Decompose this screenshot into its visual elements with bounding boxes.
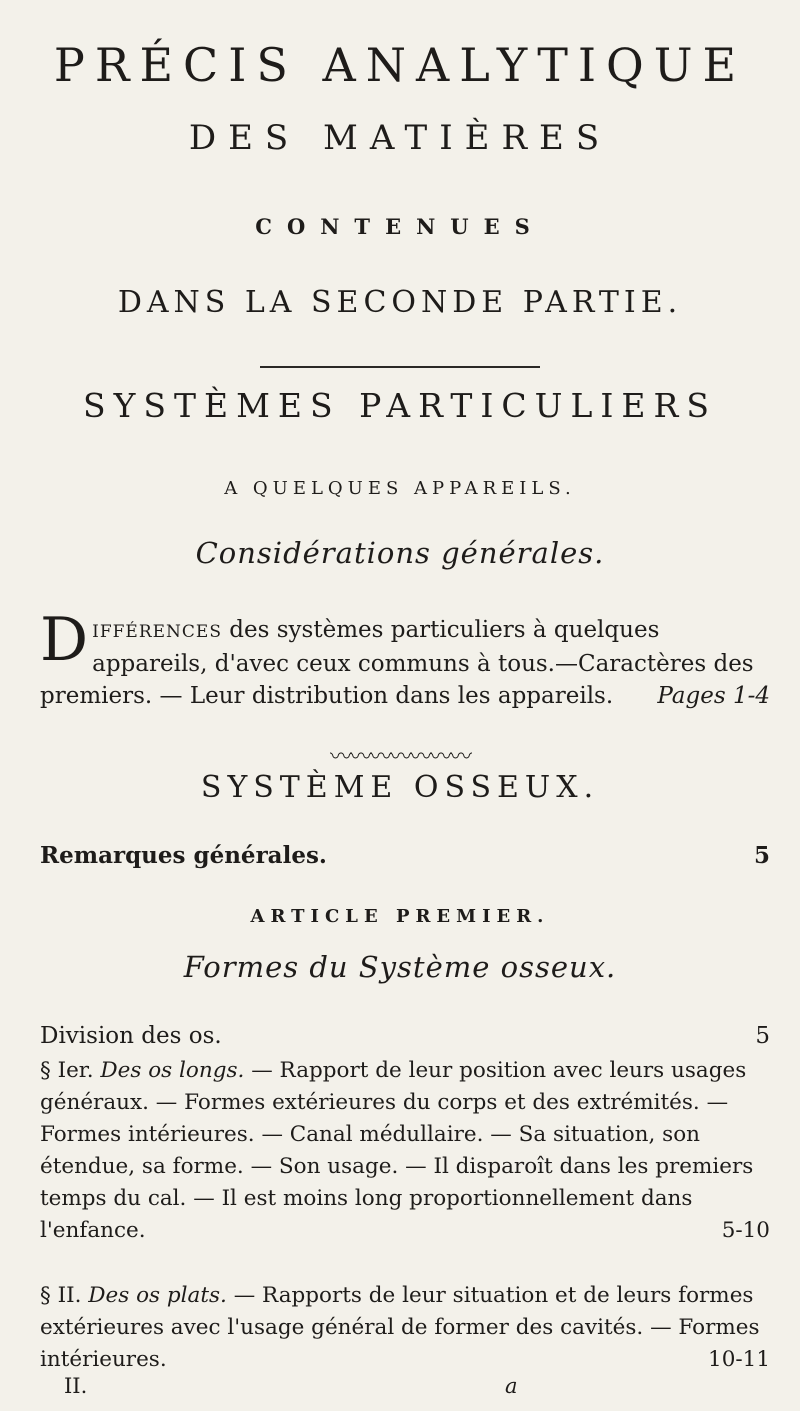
footer-volume: II.	[64, 1374, 88, 1398]
section-os-longs	[40, 1055, 770, 1247]
division-row	[40, 1023, 770, 1049]
title-line-3: CONTENUES	[255, 214, 545, 239]
title-line-1: PRÉCIS ANALYTIQUE	[53, 38, 747, 92]
intro-smallcaps: IFFÉRENCES	[92, 622, 222, 642]
section1-mark: § Ier.	[40, 1058, 94, 1083]
title-line-4: DANS LA SECONDE PARTIE.	[117, 285, 683, 320]
section1-title: Des os longs.	[100, 1058, 245, 1083]
footer-signature: a	[505, 1374, 518, 1398]
divider-rule	[260, 366, 540, 368]
intro-text: des systèmes particuliers à quelques appareils, d'avec ceux communs à tous.—Caractères des premiers. — Leur distribution dans les appareils.	[40, 617, 754, 709]
intro-paragraph	[40, 605, 770, 712]
section-title: Considérations générales.	[195, 536, 605, 570]
article-heading: ARTICLE PREMIER.	[250, 906, 550, 927]
intro-page-ref: Pages 1-4	[657, 683, 770, 709]
division-label: Division des os.	[40, 1023, 222, 1049]
osseux-heading: SYSTÈME OSSEUX.	[200, 770, 600, 805]
drop-cap: D	[40, 605, 89, 675]
division-page: 5	[755, 1023, 770, 1049]
remarks-row	[40, 842, 770, 869]
section2-pages: 10-11	[708, 1347, 770, 1372]
section2-text: — Rapports de leur situation et de leurs formes extérieures avec l'usage général de former des cavités. — Formes intérieures.	[40, 1283, 760, 1372]
part-subheading: A QUELQUES APPAREILS.	[224, 478, 576, 499]
section1-pages: 5-10	[721, 1218, 770, 1243]
remarks-label: Remarques générales.	[40, 842, 327, 869]
section1-text: — Rapport de leur position avec leurs usages généraux. — Formes extérieures du corps et des extrémités. — Formes intérieures. — Canal médullaire. — Sa situation, son étendue, sa forme. — Son usage. — Il disparoît dans les premiers temps du cal. — Il est moins long proportionnellement dans l'enfance.	[40, 1058, 754, 1243]
section-os-plats	[40, 1280, 770, 1376]
section2-title: Des os plats.	[88, 1283, 227, 1308]
ornament-divider: 〰〰〰〰〰〰〰	[329, 745, 470, 770]
title-line-2: DES MATIÈRES	[188, 118, 612, 158]
section2-mark: § II.	[40, 1283, 82, 1308]
remarks-page: 5	[753, 842, 770, 869]
article-title: Formes du Système osseux.	[183, 950, 617, 984]
part-heading: SYSTÈMES PARTICULIERS	[83, 386, 717, 425]
